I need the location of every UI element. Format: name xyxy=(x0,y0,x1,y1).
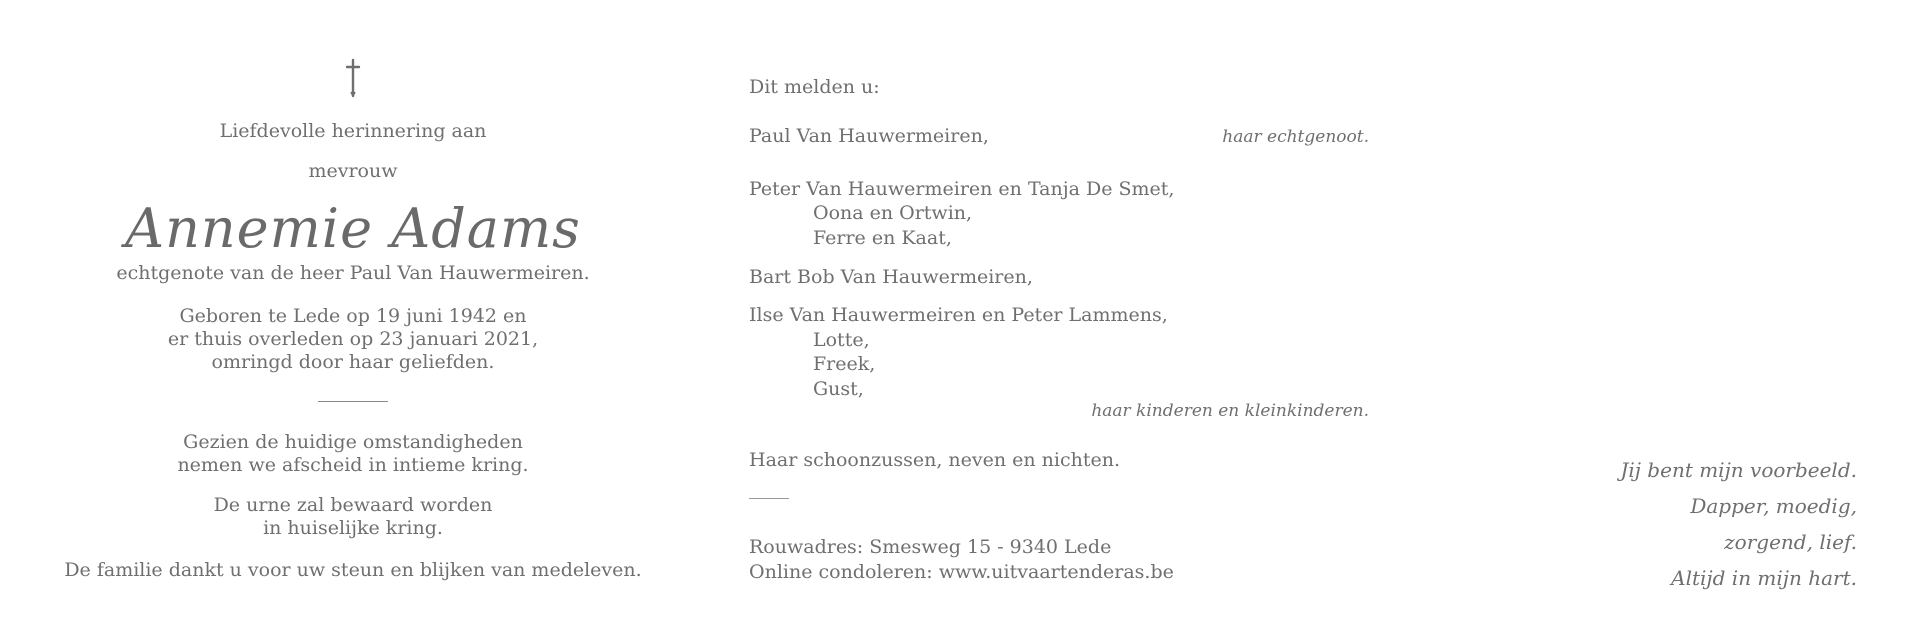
family-line: Peter Van Hauwermeiren en Tanja De Smet, xyxy=(749,178,1175,200)
family-line: Gust, xyxy=(813,378,864,400)
family-line: Bart Bob Van Hauwermeiren, xyxy=(749,266,1033,288)
farewell-block xyxy=(50,431,656,477)
announcement-left-column xyxy=(50,58,656,582)
birth-death-block xyxy=(50,305,656,374)
poem-line: Jij bent mijn voorbeeld. xyxy=(1620,458,1857,482)
inlaws-line: Haar schoonzussen, neven en nichten. xyxy=(749,449,1121,471)
online-condolence-line: Online condoleren: www.uitvaartenderas.be xyxy=(749,561,1174,583)
husband-role: haar echtgenoot. xyxy=(1222,127,1369,147)
urn-line: in huiselijke kring. xyxy=(263,517,443,539)
urn-block xyxy=(50,494,656,540)
short-divider xyxy=(749,498,789,499)
deceased-name: Annemie Adams xyxy=(125,197,581,260)
spouse-line: echtgenote van de heer Paul Van Hauwermeiren. xyxy=(116,262,590,284)
poem-line: zorgend, lief. xyxy=(1724,530,1857,554)
farewell-line: nemen we afscheid in intieme kring. xyxy=(177,454,529,476)
family-line: Freek, xyxy=(813,353,876,375)
poem-line: Dapper, moedig, xyxy=(1690,494,1857,518)
birth-line: Geboren te Lede op 19 juni 1942 en xyxy=(179,305,527,327)
husband-name: Paul Van Hauwermeiren, xyxy=(749,125,989,147)
cross-icon xyxy=(343,58,363,98)
poem-block xyxy=(1497,452,1857,596)
header-text: Liefdevolle herinnering aan xyxy=(219,120,487,142)
death-line: er thuis overleden op 23 januari 2021, xyxy=(167,328,539,350)
thanks-line: De familie dankt u voor uw steun en blijken van medeleven. xyxy=(64,559,642,581)
family-line: Ferre en Kaat, xyxy=(813,227,952,249)
divider xyxy=(318,401,388,402)
intro-text: Dit melden u: xyxy=(749,76,880,98)
family-line: Lotte, xyxy=(813,329,870,351)
family-line: Oona en Ortwin, xyxy=(813,202,973,224)
address-line: Rouwadres: Smesweg 15 - 9340 Lede xyxy=(749,536,1112,558)
title-text: mevrouw xyxy=(308,160,398,182)
farewell-line: Gezien de huidige omstandigheden xyxy=(183,431,523,453)
children-role: haar kinderen en kleinkinderen. xyxy=(1091,401,1369,421)
poem-line: Altijd in mijn hart. xyxy=(1671,566,1857,590)
urn-line: De urne zal bewaard worden xyxy=(213,494,493,516)
family-line: Ilse Van Hauwermeiren en Peter Lammens, xyxy=(749,304,1168,326)
surrounded-line: omringd door haar geliefden. xyxy=(211,351,495,373)
